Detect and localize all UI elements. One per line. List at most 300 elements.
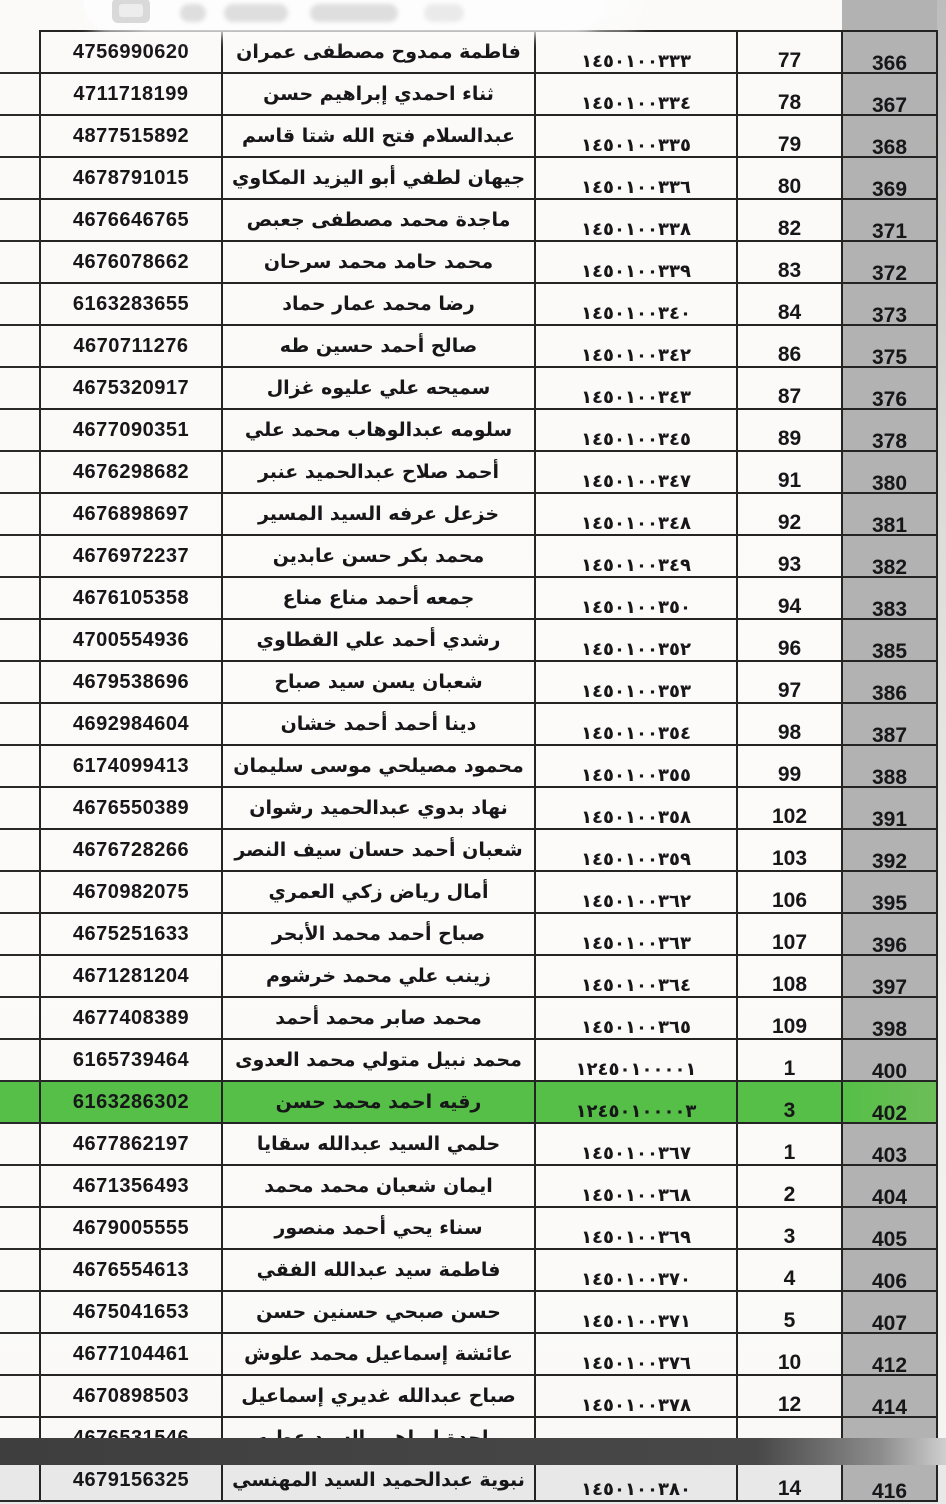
code-cell [535, 787, 737, 829]
national-id-cell: 4678791015 [40, 157, 222, 199]
row-bleed-cell [0, 157, 40, 199]
table-row [0, 997, 937, 1039]
row-bleed-cell [0, 325, 40, 367]
roster-table [0, 30, 938, 1502]
seq-value: 107 [771, 931, 808, 954]
code-value: ١٤٥٠١٠٠٣٦٣ [581, 932, 691, 954]
name-cell: محمد صابر محمد أحمد [222, 997, 535, 1039]
code-cell [535, 661, 737, 703]
table-row [0, 1333, 937, 1375]
seq-value: 14 [777, 1477, 802, 1500]
name-cell: صالح أحمد حسين طه [222, 325, 535, 367]
national-id-cell: 4692984604 [40, 703, 222, 745]
seq-value: 3 [783, 1225, 796, 1248]
code-value: ١٤٥٠١٠٠٣٦٤ [581, 974, 691, 996]
serial-value: 366 [871, 52, 908, 75]
table-row [0, 745, 937, 787]
serial-cell [842, 1123, 937, 1165]
code-value: ١٤٥٠١٠٠٣٣٤ [581, 92, 691, 114]
code-cell [535, 493, 737, 535]
code-cell [535, 157, 737, 199]
serial-cell [842, 283, 937, 325]
row-bleed-cell [0, 997, 40, 1039]
serial-cell [842, 31, 937, 73]
national-id-cell: 4671281204 [40, 955, 222, 997]
serial-value: 391 [871, 808, 908, 831]
national-id-cell: 4676972237 [40, 535, 222, 577]
name-cell: سميحه علي عليوه غزال [222, 367, 535, 409]
table-row [0, 1459, 937, 1501]
name-cell: رقيه احمد محمد حسن [222, 1081, 535, 1123]
table-row [0, 115, 937, 157]
seq-value: 108 [771, 973, 808, 996]
name-cell: حلمي السيد عبدالله سقايا [222, 1123, 535, 1165]
name-cell: جمعه أحمد مناع مناع [222, 577, 535, 619]
serial-cell [842, 199, 937, 241]
name-cell: رضا محمد عمار حماد [222, 283, 535, 325]
name-cell: عبدالسلام فتح الله شتا قاسم [222, 115, 535, 157]
code-cell [535, 703, 737, 745]
code-value: ١٤٥٠١٠٠٣٧١ [581, 1310, 691, 1332]
seq-cell [737, 871, 842, 913]
row-bleed-cell [0, 745, 40, 787]
code-cell [535, 829, 737, 871]
seq-cell [737, 661, 842, 703]
code-value: ١٤٥٠١٠٠٣٥٨ [581, 806, 691, 828]
national-id-cell: 4711718199 [40, 73, 222, 115]
serial-cell [842, 829, 937, 871]
code-value: ١٤٥٠١٠٠٣٤٠ [581, 302, 691, 324]
code-cell [535, 31, 737, 73]
code-value: ١٤٥٠١٠٠٣٥٤ [581, 722, 691, 744]
code-value: ١٤٥٠١٠٠٣٦٨ [581, 1184, 691, 1206]
serial-cell [842, 1039, 937, 1081]
overlay-glyph [180, 4, 206, 22]
row-bleed-cell [0, 367, 40, 409]
table-row [0, 829, 937, 871]
row-bleed-cell [0, 1459, 40, 1501]
table-row [0, 913, 937, 955]
seq-cell [737, 1207, 842, 1249]
row-bleed-cell [0, 871, 40, 913]
serial-value: 396 [871, 934, 908, 957]
seq-cell [737, 115, 842, 157]
code-cell [535, 1375, 737, 1417]
serial-cell [842, 703, 937, 745]
serial-value: 405 [871, 1228, 908, 1251]
seq-value: 87 [777, 385, 802, 408]
national-id-cell: 4675251633 [40, 913, 222, 955]
serial-value: 397 [871, 976, 908, 999]
table-row [0, 31, 937, 73]
name-cell: زينب علي محمد خرشوم [222, 955, 535, 997]
code-value: ١٤٥٠١٠٠٣٦٥ [581, 1016, 691, 1038]
serial-value: 403 [871, 1144, 908, 1167]
code-value: ١٤٥٠١٠٠٣٨٠ [581, 1478, 691, 1500]
serial-value: 414 [871, 1396, 908, 1419]
seq-cell [737, 451, 842, 493]
serial-value: 402 [871, 1102, 908, 1125]
code-cell [535, 283, 737, 325]
seq-value: 102 [771, 805, 808, 828]
seq-cell [737, 493, 842, 535]
table-row [0, 1123, 937, 1165]
serial-cell [842, 955, 937, 997]
code-cell [535, 115, 737, 157]
row-bleed-cell [0, 1375, 40, 1417]
seq-cell [737, 997, 842, 1039]
row-bleed-cell [0, 451, 40, 493]
seq-cell [737, 1039, 842, 1081]
code-value: ١٤٥٠١٠٠٣٥٢ [581, 638, 691, 660]
name-cell: أمال رياض زكي العمري [222, 871, 535, 913]
table-row [0, 73, 937, 115]
national-id-cell: 4676646765 [40, 199, 222, 241]
row-bleed-cell [0, 577, 40, 619]
row-bleed-cell [0, 1165, 40, 1207]
serial-cell [842, 1207, 937, 1249]
code-value: ١٤٥٠١٠٠٣٥٥ [581, 764, 691, 786]
code-cell [535, 1165, 737, 1207]
seq-cell [737, 913, 842, 955]
seq-cell [737, 241, 842, 283]
national-id-cell: 4670711276 [40, 325, 222, 367]
seq-value: 80 [777, 175, 802, 198]
name-cell: ماجدة محمد مصطفى جعبص [222, 199, 535, 241]
seq-value: 94 [777, 595, 802, 618]
serial-value: 416 [871, 1480, 908, 1503]
seq-cell [737, 745, 842, 787]
seq-value: 10 [777, 1351, 802, 1374]
row-bleed-cell [0, 31, 40, 73]
serial-cell [842, 661, 937, 703]
seq-value: 79 [777, 133, 802, 156]
code-cell [535, 1039, 737, 1081]
serial-cell [842, 451, 937, 493]
national-id-cell: 4670898503 [40, 1375, 222, 1417]
code-value: ١٤٥٠١٠٠٣٧٠ [581, 1268, 691, 1290]
name-cell: حسن صبحي حسنين حسن [222, 1291, 535, 1333]
code-cell [535, 73, 737, 115]
seq-cell [737, 31, 842, 73]
serial-cell [842, 115, 937, 157]
serial-cell [842, 493, 937, 535]
row-bleed-cell [0, 955, 40, 997]
seq-cell [737, 1375, 842, 1417]
serial-cell [842, 1375, 937, 1417]
national-id-cell: 4670982075 [40, 871, 222, 913]
code-cell [535, 955, 737, 997]
serial-cell [842, 241, 937, 283]
code-cell [535, 1291, 737, 1333]
overlay-glyph [310, 4, 398, 22]
table-row [0, 619, 937, 661]
code-value: ١٤٥٠١٠٠٣٤٧ [581, 470, 691, 492]
seq-value: 78 [777, 91, 802, 114]
name-cell: شعبان أحمد حسان سيف النصر [222, 829, 535, 871]
table-row [0, 535, 937, 577]
row-bleed-cell [0, 1291, 40, 1333]
seq-value: 1 [783, 1141, 796, 1164]
seq-cell [737, 787, 842, 829]
page-right-edge [937, 0, 946, 1465]
serial-cell [842, 619, 937, 661]
serial-value: 398 [871, 1018, 908, 1041]
serial-cell [842, 577, 937, 619]
seq-cell [737, 829, 842, 871]
code-cell [535, 409, 737, 451]
code-value: ١٢٤٥٠١٠٠٠٠١ [575, 1058, 697, 1080]
name-cell: ثناء احمدي إبراهيم حسن [222, 73, 535, 115]
row-bleed-cell [0, 283, 40, 325]
serial-cell [842, 745, 937, 787]
seq-cell [737, 73, 842, 115]
national-id-cell: 6165739464 [40, 1039, 222, 1081]
code-cell [535, 241, 737, 283]
row-bleed-cell [0, 703, 40, 745]
row-bleed-cell [0, 493, 40, 535]
seq-value: 82 [777, 217, 802, 240]
national-id-cell: 4756990620 [40, 31, 222, 73]
serial-cell [842, 1291, 937, 1333]
table-row [0, 325, 937, 367]
row-bleed-cell [0, 787, 40, 829]
seq-cell [737, 619, 842, 661]
serial-value: 407 [871, 1312, 908, 1335]
serial-value: 383 [871, 598, 908, 621]
serial-cell [842, 871, 937, 913]
code-value: ١٤٥٠١٠٠٣٤٥ [581, 428, 691, 450]
seq-value: 91 [777, 469, 802, 492]
table-row [0, 1291, 937, 1333]
table-row [0, 1207, 937, 1249]
row-bleed-cell [0, 199, 40, 241]
code-value: ١٤٥٠١٠٠٣٣٩ [581, 260, 691, 282]
table-row [0, 787, 937, 829]
seq-cell [737, 199, 842, 241]
national-id-cell: 4877515892 [40, 115, 222, 157]
table-row [0, 241, 937, 283]
code-value: ١٤٥٠١٠٠٣٥٠ [581, 596, 691, 618]
seq-value: 103 [771, 847, 808, 870]
seq-cell [737, 1123, 842, 1165]
national-id-cell: 4676550389 [40, 787, 222, 829]
table-row [0, 1039, 937, 1081]
serial-value: 381 [871, 514, 908, 537]
code-value: ١٤٥٠١٠٠٣٤٢ [581, 344, 691, 366]
seq-cell [737, 535, 842, 577]
seq-value: 106 [771, 889, 808, 912]
code-value: ١٤٥٠١٠٠٣٣٣ [581, 50, 691, 72]
seq-cell [737, 577, 842, 619]
seq-cell [737, 283, 842, 325]
serial-value: 386 [871, 682, 908, 705]
code-value: ١٤٥٠١٠٠٣٤٨ [581, 512, 691, 534]
national-id-cell: 4676728266 [40, 829, 222, 871]
overlay-glyph [424, 4, 464, 22]
row-bleed-cell [0, 1333, 40, 1375]
serial-value: 395 [871, 892, 908, 915]
table-row [0, 1081, 937, 1123]
serial-value: 372 [871, 262, 908, 285]
serial-value: 369 [871, 178, 908, 201]
seq-value: 12 [777, 1393, 802, 1416]
name-cell: جيهان لطفي أبو اليزيد المكاوي [222, 157, 535, 199]
national-id-cell: 4676298682 [40, 451, 222, 493]
seq-value: 5 [783, 1309, 796, 1332]
name-cell: نهاد بدوي عبدالحميد رشوان [222, 787, 535, 829]
seq-value: 83 [777, 259, 802, 282]
table-row [0, 157, 937, 199]
seq-value: 92 [777, 511, 802, 534]
name-cell: رشدي أحمد علي القطاوي [222, 619, 535, 661]
code-cell [535, 1459, 737, 1501]
serial-value: 380 [871, 472, 908, 495]
seq-cell [737, 1333, 842, 1375]
code-value: ١٤٥٠١٠٠٣٤٣ [581, 386, 691, 408]
seq-cell [737, 955, 842, 997]
serial-cell [842, 787, 937, 829]
serial-value: 392 [871, 850, 908, 873]
code-value: ١٤٥٠١٠٠٣٣٦ [581, 176, 691, 198]
code-cell [535, 997, 737, 1039]
code-cell [535, 451, 737, 493]
seq-value: 1 [783, 1057, 796, 1080]
name-cell: نبوية عبدالحميد السيد المهنسي [222, 1459, 535, 1501]
national-id-cell: 4671356493 [40, 1165, 222, 1207]
serial-value: 367 [871, 94, 908, 117]
code-value: ١٤٥٠١٠٠٣٣٨ [581, 218, 691, 240]
serial-value: 382 [871, 556, 908, 579]
table-row [0, 661, 937, 703]
name-cell: ايمان شعبان محمد محمد [222, 1165, 535, 1207]
table-row [0, 409, 937, 451]
row-bleed-cell [0, 1123, 40, 1165]
serial-value: 371 [871, 220, 908, 243]
row-bleed-cell [0, 241, 40, 283]
seq-value: 96 [777, 637, 802, 660]
name-cell: صباح أحمد محمد الأبحر [222, 913, 535, 955]
serial-cell [842, 913, 937, 955]
national-id-cell: 4675041653 [40, 1291, 222, 1333]
row-bleed-cell [0, 535, 40, 577]
seq-value: 84 [777, 301, 802, 324]
code-value: ١٤٥٠١٠٠٣٤٩ [581, 554, 691, 576]
national-id-cell: 6163286302 [40, 1081, 222, 1123]
code-cell [535, 535, 737, 577]
name-cell: شعبان يسن سيد صباح [222, 661, 535, 703]
serial-cell [842, 1165, 937, 1207]
serial-value: 412 [871, 1354, 908, 1377]
serial-value: 378 [871, 430, 908, 453]
overlay-glyph [224, 4, 288, 22]
code-cell [535, 619, 737, 661]
name-cell: فاطمة ممدوح مصطفى عمران [222, 31, 535, 73]
serial-value: 388 [871, 766, 908, 789]
serial-cell [842, 409, 937, 451]
code-value: ١٢٤٥٠١٠٠٠٠٣ [575, 1100, 697, 1122]
seq-value: 77 [777, 49, 802, 72]
seq-cell [737, 1165, 842, 1207]
row-bleed-cell [0, 661, 40, 703]
serial-value: 406 [871, 1270, 908, 1293]
table-row [0, 955, 937, 997]
national-id-cell: 4700554936 [40, 619, 222, 661]
serial-column-cap [842, 0, 937, 34]
name-cell: دينا أحمد أحمد خشان [222, 703, 535, 745]
row-bleed-cell [0, 1039, 40, 1081]
table-row [0, 451, 937, 493]
table-row [0, 367, 937, 409]
national-id-cell: 4677104461 [40, 1333, 222, 1375]
table-row [0, 199, 937, 241]
cropped-overlay [84, 0, 604, 30]
seq-value: 2 [783, 1183, 796, 1206]
name-cell: محمد حامد محمد سرحان [222, 241, 535, 283]
name-cell: أحمد صلاح عبدالحميد عنبر [222, 451, 535, 493]
national-id-cell: 4675320917 [40, 367, 222, 409]
row-bleed-cell [0, 73, 40, 115]
seq-cell [737, 1291, 842, 1333]
serial-value: 400 [871, 1060, 908, 1083]
name-cell: خزعل عرفه السيد المسير [222, 493, 535, 535]
row-bleed-cell [0, 829, 40, 871]
code-cell [535, 1081, 737, 1123]
code-value: ١٤٥٠١٠٠٣٧٦ [581, 1352, 691, 1374]
table-row [0, 283, 937, 325]
serial-cell [842, 157, 937, 199]
code-cell [535, 367, 737, 409]
seq-value: 97 [777, 679, 802, 702]
name-cell: سناء يحي أحمد منصور [222, 1207, 535, 1249]
national-id-cell: 4676898697 [40, 493, 222, 535]
name-cell: عائشة إسماعيل محمد علوش [222, 1333, 535, 1375]
seq-value: 89 [777, 427, 802, 450]
row-bleed-cell [0, 1207, 40, 1249]
national-id-cell: 4677408389 [40, 997, 222, 1039]
seq-value: 86 [777, 343, 802, 366]
serial-value: 376 [871, 388, 908, 411]
scan-bottom-edge [0, 1438, 946, 1465]
row-bleed-cell [0, 115, 40, 157]
seq-value: 3 [783, 1099, 796, 1122]
row-bleed-cell [0, 619, 40, 661]
row-bleed-cell [0, 1081, 40, 1123]
serial-cell [842, 1249, 937, 1291]
code-cell [535, 1333, 737, 1375]
seq-value: 98 [777, 721, 802, 744]
name-cell: محمود مصيلحي موسى سليمان [222, 745, 535, 787]
code-cell [535, 325, 737, 367]
seq-value: 109 [771, 1015, 808, 1038]
roster-table-body [0, 31, 937, 1501]
serial-cell [842, 1081, 937, 1123]
national-id-cell: 4677862197 [40, 1123, 222, 1165]
serial-cell [842, 1459, 937, 1501]
table-row [0, 871, 937, 913]
code-value: ١٤٥٠١٠٠٣٣٥ [581, 134, 691, 156]
code-value: ١٤٥٠١٠٠٣٦٢ [581, 890, 691, 912]
table-row [0, 1165, 937, 1207]
code-cell [535, 577, 737, 619]
national-id-cell: 6163283655 [40, 283, 222, 325]
serial-value: 368 [871, 136, 908, 159]
seq-cell [737, 367, 842, 409]
code-value: ١٤٥٠١٠٠٣٧٨ [581, 1394, 691, 1416]
table-row [0, 577, 937, 619]
national-id-cell: 4677090351 [40, 409, 222, 451]
row-bleed-cell [0, 913, 40, 955]
